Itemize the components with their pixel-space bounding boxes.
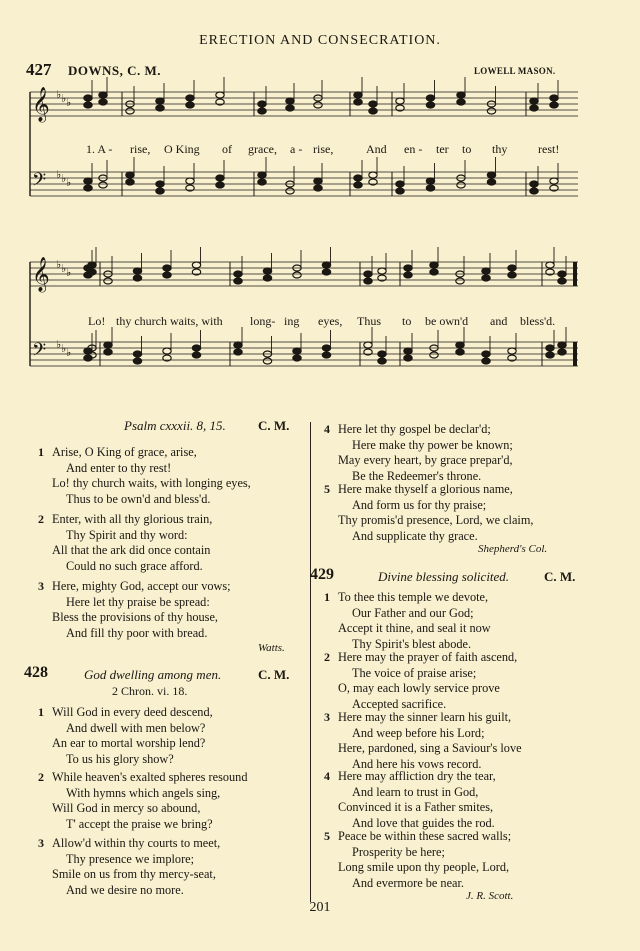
flat-icon: ♭ xyxy=(56,258,62,271)
verse-line: Could no such grace afford. xyxy=(66,558,203,573)
stanza xyxy=(38,705,213,767)
flat-icon: ♭ xyxy=(56,338,62,351)
note-head xyxy=(364,342,372,348)
note-head xyxy=(550,95,558,101)
verse-line: Here may affliction dry the tear, xyxy=(338,769,496,783)
lyric-syllable: rise, xyxy=(130,142,151,156)
treble-clef-icon: 𝄞 xyxy=(32,87,50,122)
note-head xyxy=(286,188,294,194)
note-head xyxy=(192,352,200,358)
hymn-title: Psalm cxxxii. 8, 15. xyxy=(124,418,226,433)
hymn-reference: 2 Chron. vi. 18. xyxy=(112,684,188,698)
note-head xyxy=(456,342,464,348)
hymn-author: Shepherd's Col. xyxy=(478,543,548,555)
note-head xyxy=(558,342,566,348)
verse-line: Here make thy power be known; xyxy=(352,437,513,452)
note-head xyxy=(293,355,301,361)
verse-line: Convinced it is a Father smites, xyxy=(338,800,494,815)
hymn-number: 428 xyxy=(24,664,48,681)
verse-number: 5 xyxy=(324,482,330,496)
verse-line: Our Father and our God; xyxy=(352,605,474,620)
verse-line: While heaven's exalted spheres resound xyxy=(52,770,248,784)
note-head xyxy=(354,175,362,181)
note-head xyxy=(404,355,412,361)
note-head xyxy=(457,92,465,98)
note-head xyxy=(104,342,112,348)
note-head xyxy=(404,272,412,278)
verse-line: Prosperity be here; xyxy=(352,844,445,859)
note-head xyxy=(457,99,465,105)
note-head xyxy=(263,358,271,364)
lyric-syllable: be own'd xyxy=(425,314,469,328)
hymn-427-heading xyxy=(124,418,226,434)
verse-line: Here make thyself a glorious name, xyxy=(338,482,513,496)
note-head xyxy=(126,172,134,178)
note-head xyxy=(354,182,362,188)
lyrics-line-2 xyxy=(0,314,640,330)
running-header: ERECTION AND CONSECRATION. xyxy=(199,33,441,48)
verse-line: To thee this temple we devote, xyxy=(338,590,489,604)
flat-icon: ♭ xyxy=(66,266,72,279)
verse-line: Here let thy gospel be declar'd; xyxy=(338,422,491,436)
verse-number: 1 xyxy=(38,445,44,459)
note-head xyxy=(258,179,266,185)
note-head xyxy=(426,178,434,184)
note-head xyxy=(508,265,516,271)
note-head xyxy=(482,351,490,357)
note-head xyxy=(482,275,490,281)
stanza xyxy=(324,769,496,831)
note-head xyxy=(378,358,386,364)
hymn-title: God dwelling among men. xyxy=(84,667,222,682)
note-head xyxy=(314,178,322,184)
hymn-author: Watts. xyxy=(258,642,285,654)
note-head xyxy=(508,348,516,354)
note-head xyxy=(314,102,322,108)
lyrics-line-1 xyxy=(0,142,640,158)
note-head xyxy=(234,278,242,284)
hymn-428-heading xyxy=(24,664,48,682)
verse-line: With hymns which angels sing, xyxy=(66,785,221,800)
note-head xyxy=(322,262,330,268)
lyric-syllable: rest! xyxy=(538,142,560,156)
stanza xyxy=(38,512,213,574)
note-head xyxy=(487,179,495,185)
verse-number: 1 xyxy=(38,705,44,719)
note-head xyxy=(530,105,538,111)
verse-line: O, may each lowly service prove xyxy=(338,681,500,696)
verse-line: Here, pardoned, sing a Saviour's love xyxy=(338,741,522,756)
verse-line: Thus to be own'd and bless'd. xyxy=(66,491,211,506)
note-head xyxy=(126,179,134,185)
note-head xyxy=(258,101,266,107)
stanza xyxy=(38,579,231,641)
verse-line: Long smile upon thy people, Lord, xyxy=(338,860,510,875)
note-head xyxy=(546,352,554,358)
verse-line: And learn to trust in God, xyxy=(352,784,479,799)
note-head xyxy=(192,262,200,268)
stanza xyxy=(38,770,248,832)
flat-icon: ♭ xyxy=(66,96,72,109)
lyric-syllable: ter xyxy=(436,142,449,156)
lyric-syllable: grace, xyxy=(248,142,277,156)
note-head xyxy=(530,188,538,194)
note-head xyxy=(186,95,194,101)
verse-line: Thy Spirit and thy word: xyxy=(66,527,188,542)
note-head xyxy=(133,351,141,357)
note-head xyxy=(286,98,294,104)
note-head xyxy=(426,185,434,191)
final-barline xyxy=(573,342,577,366)
lyric-syllable: to xyxy=(462,142,472,156)
verse-number: 3 xyxy=(324,710,330,724)
note-head xyxy=(508,272,516,278)
verse-number: 1 xyxy=(324,590,330,604)
lyric-syllable: long- xyxy=(250,314,276,328)
note-head xyxy=(84,178,92,184)
lyric-syllable: thy church waits, with xyxy=(116,314,223,328)
stanza xyxy=(324,422,513,484)
verse-line: Peace be within these sacred walls; xyxy=(338,829,512,843)
verse-line: Smile on us from thy mercy-seat, xyxy=(52,867,216,882)
note-head xyxy=(293,272,301,278)
verse-line: Will God in every deed descend, xyxy=(52,705,213,719)
bass-clef-icon: 𝄢 xyxy=(32,340,47,365)
tune-number: 427 xyxy=(26,60,52,79)
stanza xyxy=(38,836,221,898)
verse-line: And we desire no more. xyxy=(66,882,184,897)
flat-icon: ♭ xyxy=(66,346,72,359)
note-head xyxy=(530,98,538,104)
verse-number: 3 xyxy=(38,836,44,850)
verse-line: And weep before his Lord; xyxy=(352,725,485,740)
note-head xyxy=(396,98,404,104)
verse-line: Lo! thy church waits, with longing eyes, xyxy=(52,476,251,491)
verse-number: 4 xyxy=(324,422,330,436)
verse-number: 4 xyxy=(324,769,330,783)
note-head xyxy=(234,271,242,277)
note-head xyxy=(99,99,107,105)
note-head xyxy=(156,181,164,187)
note-head xyxy=(216,92,224,98)
note-head xyxy=(430,352,438,358)
verse-line: And here his vows record. xyxy=(352,756,482,771)
verse-line: Here may the sinner learn his guilt, xyxy=(338,710,512,724)
note-head xyxy=(404,348,412,354)
final-barline xyxy=(573,262,577,286)
note-head xyxy=(426,95,434,101)
hymn-meter: C. M. xyxy=(258,667,290,682)
page-number: 201 xyxy=(309,900,331,915)
note-head xyxy=(487,172,495,178)
lyric-syllable: Thus xyxy=(357,314,381,328)
lyric-syllable: eyes, xyxy=(318,314,343,328)
verse-line: Here, mighty God, accept our vows; xyxy=(52,579,231,593)
note-head xyxy=(482,358,490,364)
note-head xyxy=(88,269,96,275)
verse-line: And fill thy poor with bread. xyxy=(66,625,208,640)
verse-line: And enter to thy rest! xyxy=(66,460,172,475)
note-head xyxy=(430,269,438,275)
note-head xyxy=(396,181,404,187)
verse-line: Thy promis'd presence, Lord, we claim, xyxy=(338,513,534,528)
note-head xyxy=(430,262,438,268)
flat-icon: ♭ xyxy=(56,168,62,181)
verse-line: An ear to mortal worship lend? xyxy=(52,736,206,751)
note-head xyxy=(286,105,294,111)
note-head xyxy=(88,262,96,268)
note-head xyxy=(558,278,566,284)
note-head xyxy=(104,278,112,284)
note-head xyxy=(84,95,92,101)
note-head xyxy=(263,268,271,274)
lyric-syllable: and xyxy=(490,314,508,328)
lyric-syllable: Lo! xyxy=(88,314,106,328)
verse-line: Here let thy praise be spread: xyxy=(66,594,210,609)
note-head xyxy=(404,265,412,271)
note-head xyxy=(126,108,134,114)
note-head xyxy=(322,269,330,275)
verse-line: All that the ark did once contain xyxy=(52,543,211,558)
note-head xyxy=(99,182,107,188)
stanza xyxy=(324,590,491,652)
note-head xyxy=(163,272,171,278)
bass-clef-icon: 𝄢 xyxy=(32,170,47,195)
note-head xyxy=(293,348,301,354)
lyric-syllable: ing xyxy=(284,314,300,328)
stanza xyxy=(324,710,522,772)
lyric-syllable: en - xyxy=(404,142,423,156)
verse-line: Here may the prayer of faith ascend, xyxy=(338,650,518,664)
lyric-syllable: And xyxy=(366,142,387,156)
lyric-syllable: rise, xyxy=(313,142,334,156)
note-head xyxy=(456,349,464,355)
note-head xyxy=(216,175,224,181)
verse-line: Allow'd within thy courts to meet, xyxy=(52,836,221,850)
note-head xyxy=(263,275,271,281)
flat-icon: ♭ xyxy=(56,88,62,101)
lyric-syllable: thy xyxy=(492,142,508,156)
note-head xyxy=(322,345,330,351)
verse-line: Accept it thine, and seal it now xyxy=(338,621,491,636)
note-head xyxy=(192,345,200,351)
verse-line: Bless the provisions of thy house, xyxy=(52,610,219,625)
note-head xyxy=(258,108,266,114)
verse-number: 2 xyxy=(38,512,44,526)
hymn-429-heading xyxy=(310,566,334,584)
verse-line: Thy presence we implore; xyxy=(66,851,195,866)
verse-line: Be the Redeemer's throne. xyxy=(352,468,482,483)
note-head xyxy=(84,185,92,191)
note-head xyxy=(354,99,362,105)
lyric-syllable: to xyxy=(402,314,412,328)
note-head xyxy=(457,182,465,188)
note-head xyxy=(216,182,224,188)
tune-name: DOWNS, C. M. xyxy=(68,63,162,78)
note-head xyxy=(163,265,171,271)
note-head xyxy=(426,102,434,108)
verse-line: Enter, with all thy glorious train, xyxy=(52,512,213,526)
note-head xyxy=(456,278,464,284)
hymn-meter: C. M. xyxy=(544,569,576,584)
note-head xyxy=(550,102,558,108)
hymn-author: J. R. Scott. xyxy=(466,890,514,902)
note-head xyxy=(133,275,141,281)
verse-number: 2 xyxy=(324,650,330,664)
note-head xyxy=(322,352,330,358)
stanza xyxy=(38,445,251,507)
verse-line: Accepted sacrifice. xyxy=(352,696,447,711)
note-head xyxy=(364,278,372,284)
note-head xyxy=(530,181,538,187)
note-head xyxy=(482,268,490,274)
note-head xyxy=(258,172,266,178)
note-head xyxy=(163,348,171,354)
lyric-syllable: 1. A - xyxy=(86,142,113,156)
lyric-syllable: a - xyxy=(290,142,303,156)
verse-line: And form us for thy praise; xyxy=(352,497,487,512)
verse-line: And dwell with men below? xyxy=(66,720,206,735)
note-head xyxy=(234,342,242,348)
lyric-syllable: O King xyxy=(164,142,200,156)
verse-line: Thy Spirit's blest abode. xyxy=(352,636,472,651)
note-head xyxy=(364,271,372,277)
note-head xyxy=(378,268,386,274)
note-head xyxy=(104,349,112,355)
note-head xyxy=(99,92,107,98)
note-head xyxy=(487,108,495,114)
verse-line: Arise, O King of grace, arise, xyxy=(52,445,197,459)
stanza xyxy=(324,650,518,712)
note-head xyxy=(156,98,164,104)
stanza xyxy=(324,482,534,544)
flat-icon: ♭ xyxy=(61,262,67,275)
note-head xyxy=(133,268,141,274)
verse-line: The voice of praise arise; xyxy=(352,665,477,680)
note-head xyxy=(156,188,164,194)
flat-icon: ♭ xyxy=(61,172,67,185)
note-head xyxy=(369,108,377,114)
note-head xyxy=(369,101,377,107)
flat-icon: ♭ xyxy=(61,342,67,355)
flat-icon: ♭ xyxy=(66,176,72,189)
verse-line: T' accept the praise we bring? xyxy=(66,816,213,831)
note-head xyxy=(558,349,566,355)
note-head xyxy=(84,102,92,108)
note-head xyxy=(354,92,362,98)
verse-line: And love that guides the rod. xyxy=(352,815,495,830)
lyric-syllable: of xyxy=(222,142,232,156)
verse-number: 2 xyxy=(38,770,44,784)
column-divider xyxy=(310,422,311,902)
verse-number: 3 xyxy=(38,579,44,593)
note-head xyxy=(186,178,194,184)
note-head xyxy=(558,271,566,277)
note-head xyxy=(378,351,386,357)
note-head xyxy=(546,262,554,268)
hymn-meter: C. M. xyxy=(258,418,290,433)
verse-line: And supplicate thy grace. xyxy=(352,528,478,543)
note-head xyxy=(369,172,377,178)
note-head xyxy=(314,185,322,191)
hymn-number: 429 xyxy=(310,566,334,583)
flat-icon: ♭ xyxy=(61,92,67,105)
verse-line: To us his glory show? xyxy=(66,751,174,766)
lyric-syllable: bless'd. xyxy=(520,314,556,328)
note-head xyxy=(546,345,554,351)
verse-line: Will God in mercy so abound, xyxy=(52,801,201,816)
note-head xyxy=(133,358,141,364)
verse-line: May every heart, by grace prepar'd, xyxy=(338,453,513,468)
tune-composer: LOWELL MASON. xyxy=(474,66,556,76)
verse-line: And evermore be near. xyxy=(352,875,464,890)
note-head xyxy=(396,188,404,194)
verse-number: 5 xyxy=(324,829,330,843)
stanza xyxy=(324,829,512,891)
note-head xyxy=(186,102,194,108)
hymn-title: Divine blessing solicited. xyxy=(378,569,510,584)
note-head xyxy=(550,178,558,184)
note-head xyxy=(234,349,242,355)
note-head xyxy=(156,105,164,111)
treble-clef-icon: 𝄞 xyxy=(32,257,50,292)
